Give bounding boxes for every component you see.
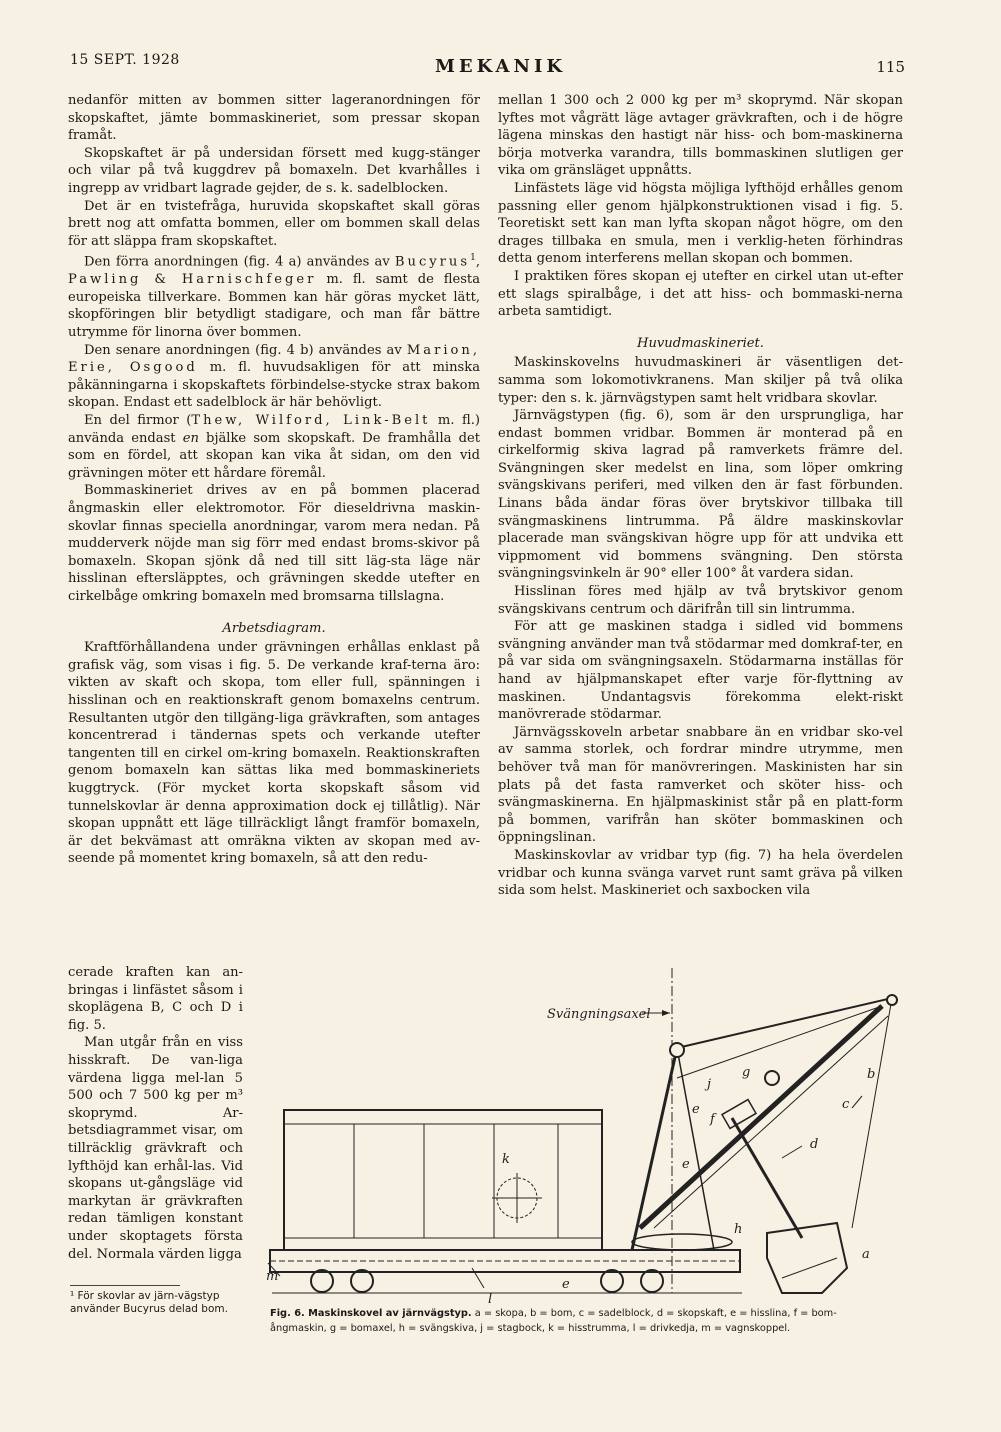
- paragraph: Maskinskovelns huvudmaskineri är väsentligen det-samma som lokomotivkranens. Man skiljer på två olika typer: den s. k. järnvägstypen samt helt vridbara skovlar.: [498, 355, 903, 406]
- paragraph: cerade kraften kan an-bringas i linfästet såsom i skoplägena B, C och D i fig. 5.: [68, 965, 243, 1033]
- caption-title: Fig. 6. Maskinskovel av järnvägstyp.: [270, 1308, 472, 1319]
- label-l: l: [488, 1292, 493, 1303]
- company-names: Bucyrus: [394, 254, 471, 270]
- label-d: d: [810, 1137, 819, 1152]
- section-heading-huvudmaskineriet: Huvudmaskineriet.: [637, 335, 764, 351]
- figure-caption: [270, 1306, 920, 1336]
- label-e-top: e: [692, 1102, 700, 1117]
- paragraph: Järnvägstypen (fig. 6), som är den ursprungliga, har endast bommen vridbar. Bommen är monterad på en cirkelformig skiva lagrad på ramverkets främre del. Svängningen sker medelst en lina, som löper omkring svängskivans periferi, med vilken den är fast förbunden. Linans båda ändar föras över brytskivor tillbaka till svängmaskinens lintrumma. På äldre maskinskovlar placerade man svängskivan högre upp för att undvika ett vippmoment vid bommens svängning. Den största svängningsvinkeln är 90° eller 100° åt vardera sidan.: [498, 408, 903, 582]
- caption-legend-line2: ångmaskin, g = bomaxel, h = svängskiva, j = stagbock, k = hisstrumma, l = drivkedja, m = vagnskoppel.: [270, 1323, 791, 1334]
- caption-legend-line1: a = skopa, b = bom, c = sadelblock, d = skopskaft, e = hisslina, f = bom-: [471, 1308, 837, 1319]
- paragraph: Kraftförhållandena under grävningen erhållas enklast på grafisk väg, som visas i fig. 5. De verkande kraf-terna äro: vikten av skaft och skopa, tom eller full, spänningen i hisslinan och en reaktionskraft genom bomaxelns centrum. Resultanten utgör den tillgäng-liga grävkraften, som antages koncentrerad i tändernas spets och verkande utefter tangenten till en cirkel om-kring bomaxeln. Reaktionskraften genom bomaxeln kan sättas lika med bommaskineriets kuggtryck. (För mycket korta skopskaft såsom vid tunnelskovlar är denna approximation dock ej tillåtlig). När skopan uppnått ett läge tillräckligt långt framför bomaxeln, är det bekvämast att omräkna vikten av skopan med av-seende på momentet kring bomaxeln, så att den redu-: [68, 640, 480, 867]
- section-heading-arbetsdiagram: Arbetsdiagram.: [222, 620, 326, 636]
- paragraph: Skopskaftet är på undersidan försett med kugg-stänger och vilar på två kuggdrev på bomaxeln. Det kvarhålles i ingrepp av vridbart lagrade gejder, de s. k. sadelblocken.: [68, 145, 480, 196]
- label-f: f: [710, 1112, 715, 1127]
- label-g: g: [742, 1065, 751, 1080]
- footnote-ref: 1: [470, 253, 476, 264]
- label-m: m: [266, 1269, 279, 1284]
- wrapped-text-column: [68, 964, 243, 1263]
- paragraph: nedanför mitten av bommen sitter lageranordningen för skopskaftet, jämte bommaskineriet, som pressar skopan framåt.: [68, 93, 480, 144]
- axis-label: Svängningsaxel: [547, 1007, 651, 1022]
- paragraph: Den senare anordningen (fig. 4 b) användes av Marion, Erie, Osgood m. fl. huvudsakligen för att minska påkänningarna i skopskaftets förbindelse-stycke strax bakom skopan. Endast ett sadelblock är här behövligt.: [68, 342, 480, 411]
- paragraph: I praktiken föres skopan ej utefter en cirkel utan ut-efter ett slags spiralbåge, i det att hiss- och bommaski-nerna arbeta samtidigt.: [498, 268, 903, 320]
- paragraph: Hisslinan föres med hjälp av två brytskivor genom svängskivans centrum och därifrån till sin lintrumma.: [498, 584, 903, 617]
- paragraph: Den förra anordningen (fig. 4 a) användes av Bucyrus$^1$, Pawling & Harnischfeger m. fl. samt de flesta europeiska tillverkare. Bommen kan här göras mycket lätt, skopföringen blir betydligt stadigare, och man får bättre utrymme för linorna över bommen.: [68, 253, 481, 341]
- paragraph: För att ge maskinen stadga i sidled vid bommens svängning använder man två stödarmar med domkraf-ter, en på var sida om svängningsaxeln. Stödarmarna inställas för hand av hjälpmanskapet efter varje för-flyttning av maskinen. Undantagsvis förekomma elekt-riskt manövrerade stödarmar.: [498, 619, 903, 723]
- label-e-bottom: e: [562, 1277, 570, 1292]
- label-h: h: [734, 1222, 743, 1237]
- company-names: Pawling & Harnischfeger: [68, 272, 317, 288]
- header-journal-title: MEKANIK: [434, 56, 567, 77]
- label-e-mid: e: [682, 1157, 690, 1172]
- paragraph: mellan 1 300 och 2 000 kg per m³ skoprymd. När skopan lyftes mot vågrätt läge avtager grävkraften, och i de högre lägena minskas den hastigt när hiss- och bom-maskinerna börja motverka varandra, tills bommaskinen slutligen ger vika om gränsläget uppnåtts.: [498, 93, 903, 179]
- label-k: k: [502, 1152, 510, 1167]
- footnote-divider: [70, 1285, 180, 1286]
- figure-6-diagram: [262, 958, 922, 1303]
- paragraph: Det är en tvistefråga, huruvida skopskaftet skall göras brett nog att omfatta bommen, eller om bommen skall delas för att släppa fram skopskaftet.: [68, 198, 480, 249]
- label-c: c: [842, 1097, 850, 1112]
- label-j: j: [707, 1077, 712, 1092]
- paragraph: Bommaskineriet drives av en på bommen placerad ångmaskin eller elektromotor. För dieseldrivna maskin-skovlar finnas speciella anordningar, varom mera nedan. På mudderverk nöjde man sig förr med endast broms-skivor på bomaxeln. Skopan sjönk då ned till sitt läg-sta läge när hisslinan eftersläpptes, och grävningen skedde utefter en cirkelbåge omkring bomaxeln med bromsarna tillslagna.: [68, 483, 480, 604]
- left-column: [68, 92, 480, 868]
- header-date: 15 SEPT. 1928: [70, 52, 180, 68]
- paragraph: Man utgår från en viss hisskraft. De van-liga värdena ligga mel-lan 5 500 och 7 500 kg per m³ skoprymd. Ar-betsdiagrammet visar, om tillräcklig grävkraft och lyfthöjd kan erhål-las. Vid skopans ut-gångsläge vid markytan är grävkraften redan tämligen konstant under skoptagets första del. Normala värden ligga: [68, 1035, 243, 1262]
- paragraph: Järnvägsskoveln arbetar snabbare än en vridbar sko-vel av samma storlek, och fordrar mindre utrymme, men behöver två man för manövreringen. Maskinisten har sin plats på det fasta ramverket och sköter hiss- och svängmaskinerna. En hjälpmaskinist står på en platt-form på bommen, varifrån han sköter bommaskinen och öppningslinan.: [498, 724, 903, 846]
- footnote: ¹ För skovlar av järn-vägstyp använder Bucyrus delad bom.: [70, 1290, 228, 1315]
- label-b: b: [867, 1067, 876, 1082]
- paragraph: En del firmor (Thew, Wilford, Link-Belt m. fl.) använda endast en bjälke som skopskaft. De framhålla det som en fördel, att skopan kan vika åt sidan, om den vid grävningen möter ett hårdare föremål.: [68, 413, 480, 481]
- right-column: [498, 92, 903, 900]
- label-a: a: [862, 1247, 870, 1262]
- paragraph: Maskinskovlar av vridbar typ (fig. 7) ha hela överdelen vridbar och kunna svänga varvet runt samt gräva på vilken sida som helst. Maskineriet och saxbocken vila: [498, 847, 903, 899]
- company-names: Thew, Wilford, Link-Belt: [191, 413, 431, 429]
- header-page-number: 115: [876, 58, 905, 76]
- paragraph: Linfästets läge vid högsta möjliga lyfthöjd erhålles genom passning eller genom hjälpkonstruktionen visad i fig. 5. Teoretiskt sett kan man lyfta skopan något högre, om den drages tillbaka en smula, men i verklig-heten förhindras detta genom interferens mellan skopan och bommen.: [498, 180, 903, 267]
- company-names: Marion, Erie, Osgood: [68, 342, 480, 376]
